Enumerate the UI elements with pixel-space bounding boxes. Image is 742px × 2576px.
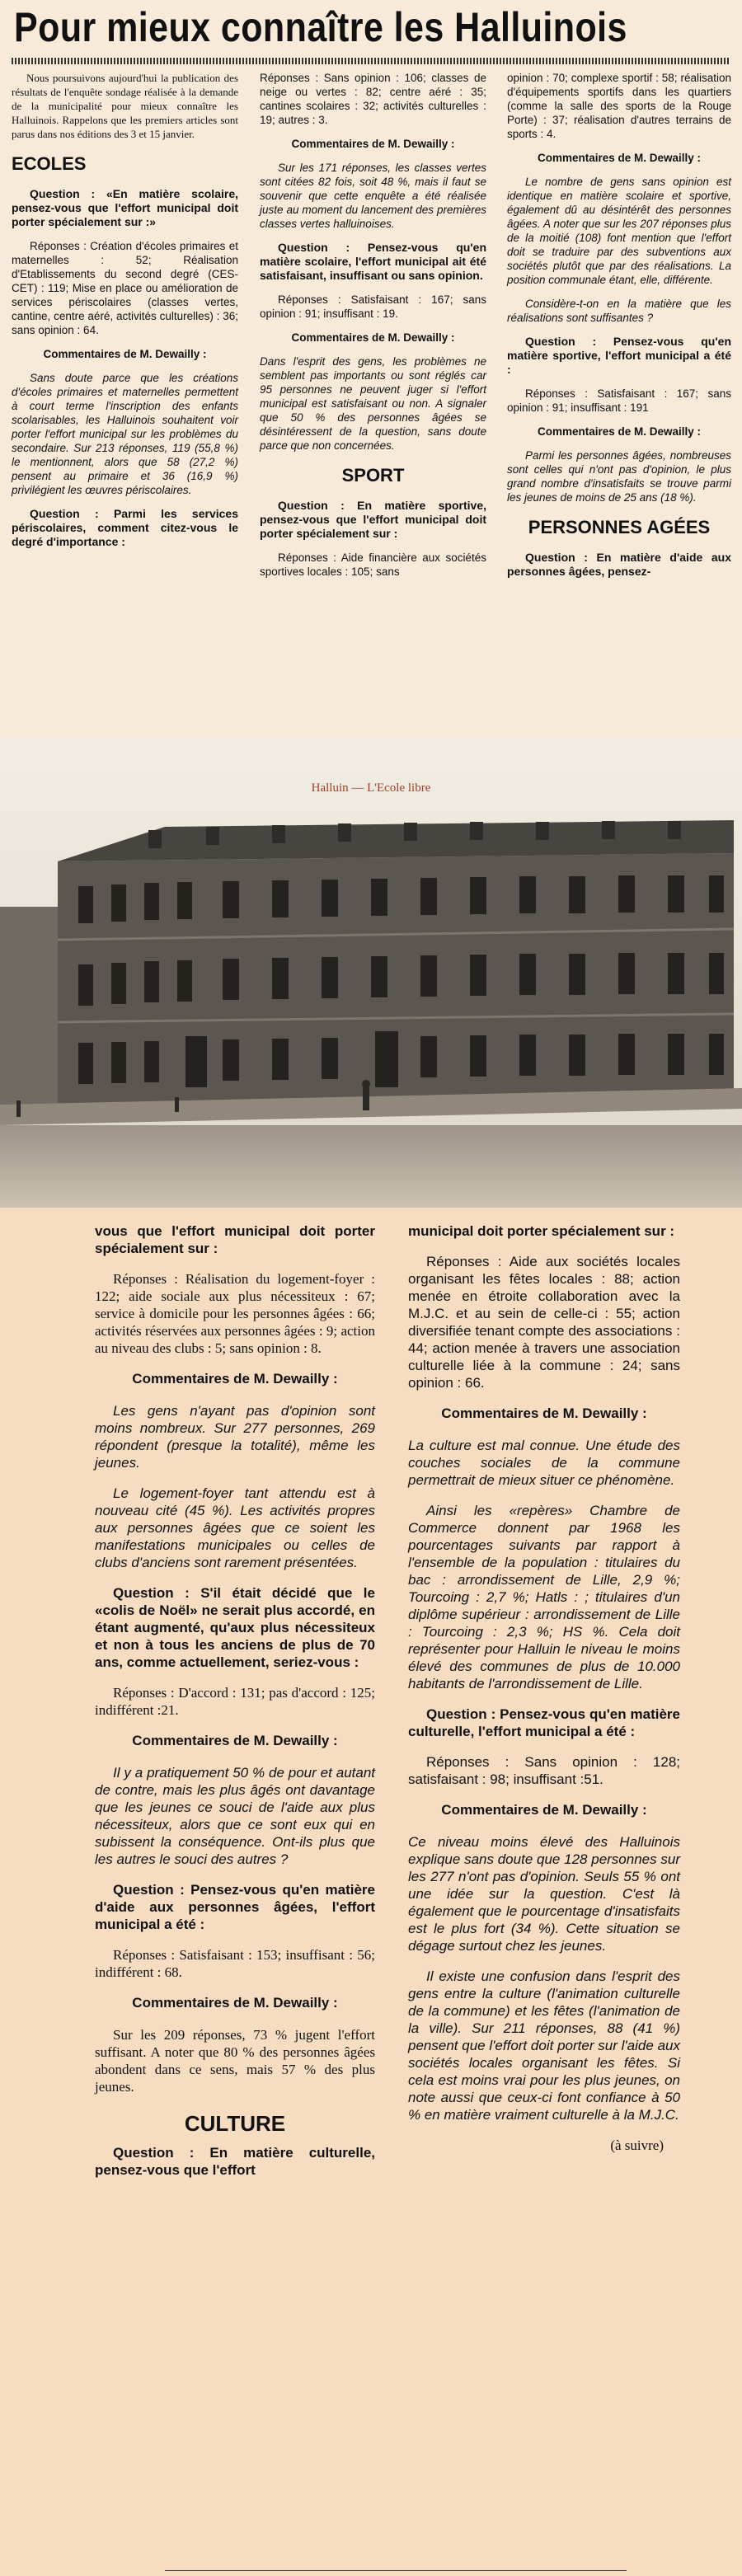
commentaires-heading: Commentaires de M. Dewailly : [537, 425, 702, 438]
question-culture-1-cont: municipal doit porter spécialement sur : [408, 1223, 675, 1239]
commentaires-heading: Commentaires de M. Dewailly : [132, 1995, 338, 2011]
section-heading-ecoles: ECOLES [12, 153, 87, 174]
commentaire-agees-1b: Le logement-foyer tant attendu est à nouveau cité (45 %). Les activités propres aux personnes âgées que ce soient les manifestations municipales ou celles de clubs d'anciens sont rarement présentées. [95, 1485, 375, 1570]
question-sport-2: Question : Pensez-vous qu'en matière sportive, l'effort municipal a été : [507, 335, 731, 376]
reponses-ecoles-1: Réponses : Création d'écoles primaires et maternelles : 52; Réalisation d'Etablissements du second degré (CES-CET) : 119; Mise en place ou amélioration de services périscolaires (classes vertes, cantine, centre aéré, activités culturelles) : 36; sans opinion : 64. [12, 240, 238, 336]
reponses-sport-1-cont: opinion : 70; complexe sportif : 58; réalisation d'équipements sportifs dans les quartiers (comme la salle des sports de la Rouge Porte) : 37; réalisation d'autres terrains de sports : 4. [507, 72, 731, 140]
reponses-ecoles-3: Réponses : Satisfaisant : 167; sans opinion : 91; insuffisant : 19. [260, 293, 486, 320]
commentaires-heading: Commentaires de M. Dewailly : [132, 1371, 338, 1387]
question-agees-1-cont: vous que l'effort municipal doit porter spécialement sur : [95, 1223, 375, 1256]
reponses-culture-2: Réponses : Sans opinion : 128; satisfaisant : 98; insuffisant :51. [408, 1754, 680, 1787]
question-ecoles-1: Question : «En matière scolaire, pensez-vous que l'effort municipal doit porter spécialement sur :» [12, 187, 238, 228]
question-culture-1: Question : En matière culturelle, pensez-vous que l'effort [95, 2145, 375, 2178]
commentaire-ecoles-1: Sans doute parce que les créations d'écoles primaires et maternelles permettent à court terme l'inscription des enfants scolarisables, les Halluinois souhaitent voir porter l'effort municipal sur les problèmes du secondaire. Sur 213 réponses, 119 (55,8 %) le mentionnent, alors que 58 (27,2 %) pensent au primaire et 36 (16,9 %) privilégient les œuvres périscolaires. [12, 372, 238, 496]
question-agees-1: Question : En matière d'aide aux personnes âgées, pensez- [507, 551, 731, 578]
commentaire-ecoles-3: Dans l'esprit des gens, les problèmes ne semblent pas importants ou sont réglés car 95 personnes ne peuvent juger si l'effort municipal est satisfaisant ou non. A signaler que 50 % des personnes âgées se désintéressent de la question, sans doute parce que non concernées. [260, 355, 486, 452]
reponses-sport-1: Réponses : Aide financière aux sociétés sportives locales : 105; sans [260, 551, 486, 578]
commentaire-culture-2a: Ce niveau moins élevé des Halluinois explique sans doute que 128 personnes sur les 277 n'ont pas d'opinion. Seuls 55 % ont une idée sur la question. C'est là également que le pourcentage d'insatisfaits est le plus fort (34 %). Cette situation se dégage surtout chez les jeunes. [408, 1834, 680, 1954]
article-title: Pour mieux connaître les Halluinois [14, 4, 627, 50]
column-2 [260, 71, 486, 589]
question-agees-3: Question : Pensez-vous qu'en matière d'aide aux personnes âgées, l'effort municipal a été : [95, 1882, 375, 1932]
commentaire-culture-1b: Ainsi les «repères» Chambre de Commerce donnent par 1968 les pourcentages suivants par rapport à l'ensemble de la population : titulaires du bac : arrondissement de Lille, 2,9 %; Tourcoing : 2,7 %; Hatls : ; titulaires d'un diplôme supérieur : arrondissement de Lille : Tourcoing : 2,3 %; HS %. Cela doit représenter pour Halluin le niveau le moins élevé des communes de plus de 10.000 habitants de l'arrondissement de Lille. [408, 1503, 680, 1692]
reponses-agees-3: Réponses : Satisfaisant : 153; insuffisant : 56; indifférent : 68. [95, 1947, 375, 1980]
commentaires-heading: Commentaires de M. Dewailly : [441, 1802, 647, 1818]
commentaire-ecoles-2: Sur les 171 réponses, les classes vertes sont citées 82 fois, soit 48 %, mais il faut se souvenir que cette enquête a été réalisée juste au moment du lancement des premières classes vertes halluinoises. [260, 162, 486, 230]
commentaires-heading: Commentaires de M. Dewailly : [441, 1405, 647, 1421]
reponses-sport-2: Réponses : Satisfaisant : 167; sans opinion : 91; insuffisant : 191 [507, 387, 731, 414]
article-bottom-section [0, 1208, 742, 2576]
photo-caption: Halluin — L'Ecole libre [311, 781, 431, 795]
question-ecoles-3: Question : Pensez-vous qu'en matière scolaire, l'effort municipal ait été satisfaisant, insuffisant ou sans opinion. [260, 241, 486, 282]
commentaires-heading: Commentaires de M. Dewailly : [43, 348, 207, 360]
question-culture-2: Question : Pensez-vous qu'en matière culturelle, l'effort municipal a été : [408, 1706, 680, 1739]
reponses-ecoles-2: Réponses : Sans opinion : 106; classes de neige ou vertes : 82; centre aéré : 35; cantines scolaires : 32; activités culturelles : 19; autres : 3. [260, 72, 486, 126]
commentaire-agees-2: Il y a pratiquement 50 % de pour et autant de contre, mais les plus âgés ont davantage que les jeunes ce souci de l'aide aux plus nécessiteux, alors que ce sont eux qui en subissent la conséquence. Ont-ils plus que les autres le souci des autres ? [95, 1765, 375, 1867]
section-heading-personnes-agees: PERSONNES AGÉES [528, 517, 711, 537]
section-heading-culture: CULTURE [184, 2111, 286, 2136]
bottom-column-2 [408, 1222, 680, 2167]
reponses-culture-1: Réponses : Aide aux sociétés locales organisant les fêtes locales : 88; action menée en étroite collaboration avec la M.J.C. et au sein de celle-ci : 55; action diversifiée tenant compte des associations : 44; action menée à travers une association culturelle liée à la commune : 24; sans opinion : 66. [408, 1254, 680, 1391]
question-ecoles-2: Question : Parmi les services périscolaires, comment citez-vous le degré d'importance : [12, 507, 238, 548]
reponses-agees-1: Réponses : Réalisation du logement-foyer : 122; aide sociale aux plus nécessiteux : 67; service à domicile pour les personnes âgées : 66; activités réservées aux personnes âgées : 9; action au niveau des clubs : 5; sans opinion : 8. [95, 1271, 375, 1356]
bottom-column-1 [95, 1222, 375, 2192]
section-heading-sport: SPORT [341, 465, 405, 486]
question-agees-2: Question : S'il était décidé que le «colis de Noël» ne serait plus accordé, en étant augmenté, qu'aux plus nécessiteux et non à tous les anciens de plus de 70 ans, comme actuellement, seriez-vous : [95, 1585, 375, 1670]
column-3 [507, 71, 731, 589]
commentaire-culture-2b: Il existe une confusion dans l'esprit des gens entre la culture (l'animation culturelle de la commune) et les fêtes (l'animation de la ville). Sur 211 réponses, 88 (41 %) pensent que l'effort doit porter sur l'aide aux sociétés locales organisant les fêtes. Si cela est moins vrai pour les plus jeunes, on note aussi que ceux-ci font confiance à 50 % en matière vraiment culturelle à la M.J.C. [408, 1968, 680, 2123]
commentaire-sport-question: Considère-t-on en la matière que les réalisations sont suffisantes ? [507, 298, 731, 324]
commentaire-sport-2: Parmi les personnes âgées, nombreuses sont celles qui n'ont pas d'opinion, le plus grand nombre d'insatisfaits se trouve parmi les jeunes de moins de 25 ans (18 %). [507, 449, 731, 504]
reponses-agees-2: Réponses : D'accord : 131; pas d'accord : 125; indifférent :21. [95, 1685, 375, 1718]
commentaires-heading: Commentaires de M. Dewailly : [537, 152, 702, 164]
question-sport-1: Question : En matière sportive, pensez-vous que l'effort municipal doit porter spécialement sur : [260, 499, 486, 540]
column-1 [12, 71, 238, 559]
commentaire-culture-1a: La culture est mal connue. Une étude des couches sociales de la commune permettrait de mieux situer ce phénomène. [408, 1438, 680, 1488]
commentaires-heading: Commentaires de M. Dewailly : [291, 331, 455, 344]
commentaire-agees-3: Sur les 209 réponses, 73 % jugent l'effort suffisant. A noter que 80 % des personnes âgées abondent dans ce sens, mais 57 % des plus jeunes. [95, 2027, 375, 2095]
ecole-libre-building-image [0, 738, 742, 1208]
school-photograph [0, 738, 742, 1208]
a-suivre: (à suivre) [610, 2137, 664, 2153]
article-top-section [0, 0, 742, 738]
commentaire-sport-1: Le nombre de gens sans opinion est identique en matière scolaire et sportive, également dû au désintérêt des personnes âgées. A noter que sur les 207 réponses plus de la moitié (108) font mention que l'effort doit se traduire par des subventions aux sociétés plutôt que par des réalisations. La position communale étant, elle, différente. [507, 176, 731, 286]
commentaires-heading: Commentaires de M. Dewailly : [132, 1733, 338, 1748]
end-rule [165, 2570, 627, 2571]
title-rule [12, 58, 730, 64]
commentaire-agees-1a: Les gens n'ayant pas d'opinion sont moins nombreux. Sur 277 personnes, 269 répondent (presque la totalité), même les jeunes. [95, 1403, 375, 1471]
intro-paragraph: Nous poursuivons aujourd'hui la publication des résultats de l'enquête sondage réalisée à la demande de la municipalité pour mieux connaître les Halluinois. Rappelons que les premiers articles sont parus dans nos éditions des 3 et 15 janvier. [12, 72, 238, 140]
commentaires-heading: Commentaires de M. Dewailly : [291, 138, 455, 150]
